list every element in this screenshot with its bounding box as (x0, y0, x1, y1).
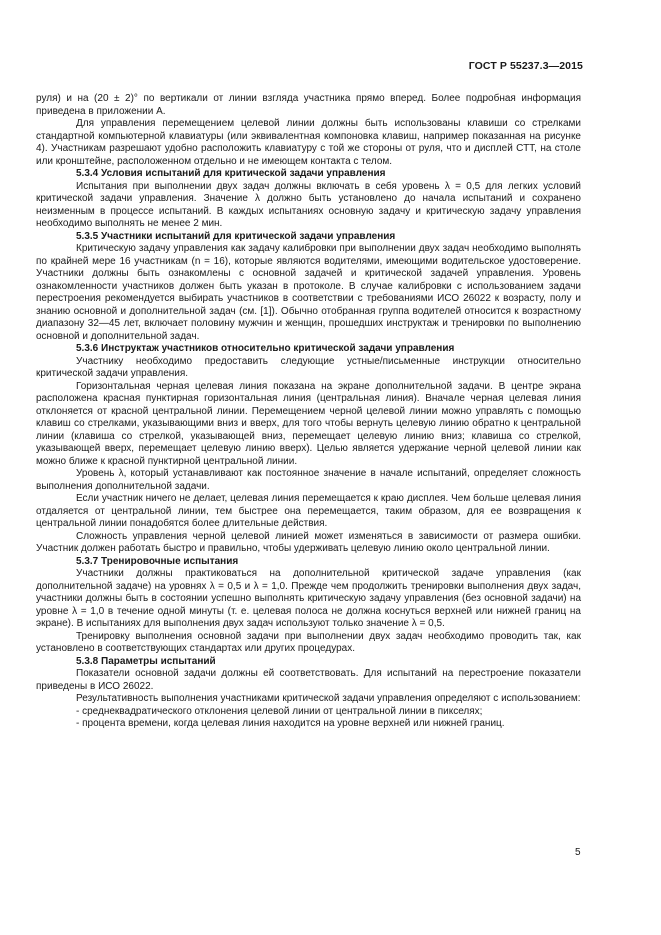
list-item: - процента времени, когда целевая линия находится на уровне верхней или нижней границ. (76, 718, 505, 729)
list-item: - среднеквадратического отклонения целевой линии от центральной линии в пикселях; (76, 705, 483, 717)
paragraph: Результативность выполнения участниками критической задачи управления определяют с использованием: (76, 693, 581, 704)
paragraph: Если участник ничего не делает, целевая линия перемещается к краю дисплея. Чем больше целевая линия отдаляется от центральной линии, тем быстрее она перемещается, таким образом, для ее возвращения к центральной линии понадобятся более длительные действия. (36, 493, 581, 529)
standard-header: ГОСТ Р 55237.3—2015 (468, 60, 583, 72)
section-heading: 5.3.7 Тренировочные испытания (76, 555, 239, 567)
paragraph: Испытания при выполнении двух задач должны включать в себя уровень λ = 0,5 для легких условий критической задачи управления. Значение λ должно быть установлено до начала испытаний и сохранено неизменным в процессе испытаний. В каждых испытаниях основную задачу и критическую задачу управления необходимо выполнять не менее 2 мин. (36, 180, 581, 229)
section-heading: 5.3.4 Условия испытаний для критической задачи управления (76, 168, 386, 179)
paragraph: Сложность управления черной целевой линией может изменяться в зависимости от размера ошибки. Участник должен работать быстро и правильно, чтобы удерживать целевую линию около центральной линии. (36, 530, 581, 554)
paragraph: Для управления перемещением целевой линии должны быть использованы клавиши со стрелками стандартной компьютерной клавиатуры (или эквивалентная компоновка клавиш, например показанная на рисунке 4). Участникам разрешают удобно расположить клавиатуру с той же стороны от руля, что и дисплей СТТ, на столе или кронштейне, расположенном отдельно и не имеющем контакта с телом. (36, 118, 581, 167)
paragraph: Критическую задачу управления как задачу калибровки при выполнении двух задач необходимо выполнять по крайней мере 16 участникам (n = 16), которые являются водителями, имеющими водительское удостоверение. Участники должны быть ознакомлены с основной задачей и критической задачей управления. Уровень ознакомленности участников должен быть указан в протоколе. В случае калибровки с использованием задачи перестроения рекомендуется выбирать участников в соответствии с требованиями ИСО 26022 к возрасту, полу и знанию основной и дополнительной задач (см. [1]). Обычно отобранная группа водителей относится к возрастному диапазону 32—45 лет, включает половину мужчин и женщин, прошедших инструктаж и тренировки по выполнению основной и дополнительной задач. (36, 243, 581, 342)
paragraph: Тренировку выполнения основной задачи при выполнении двух задач необходимо проводить так, как установлено в соответствующих стандартах или других процедурах. (36, 630, 581, 654)
paragraph: Уровень λ, который устанавливают как постоянное значение в начале испытаний, определяет сложность выполнения дополнительной задачи. (36, 468, 581, 492)
section-heading: 5.3.5 Участники испытаний для критической задачи управления (76, 230, 396, 242)
section-heading: 5.3.6 Инструктаж участников относительно критической задачи управления (76, 343, 455, 354)
paragraph: Горизонтальная черная целевая линия показана на экране дополнительной задачи. В центре экрана расположена красная пунктирная горизонтальная линия (центральная линия). Вначале черная целевая линия отклоняется от красной центральной линии. Перемещением черной целевой линии можно управлять с помощью клавиш со стрелками, указывающими вниз и вверх, для того чтобы вернуть целевую линию обратно к центральной линии (клавиша со стрелкой, указывающей вниз, перемещает целевую линию вниз; клавиша со стрелкой, указывающей вверх, перемещает целевую линию вверх). Целью является удержание черной целевой линии как можно ближе к красной пунктирной центральной линии. (36, 380, 581, 467)
paragraph: Участники должны практиковаться на дополнительной критической задаче управления (как дополнительной задаче) на уровнях λ = 0,5 и λ = 1,0. Прежде чем продолжить тренировки выполнения двух задач, участники должны быть в состоянии успешно выполнять критическую задачу управления (без основной задачи) на уровне λ = 1,0 в течение одной минуты (т. е. целевая полоса не должна коснуться верхней или нижней границ на экране). В испытаниях для выполнения двух задач используют только значение λ = 0,5. (36, 568, 581, 629)
section-heading: 5.3.8 Параметры испытаний (76, 655, 216, 667)
paragraph: Участнику необходимо предоставить следующие устные/письменные инструкции относительно критической задачи управления. (36, 355, 581, 379)
page-number: 5 (575, 847, 581, 858)
paragraph: Показатели основной задачи должны ей соответствовать. Для испытаний на перестроение показатели приведены в ИСО 26022. (36, 668, 581, 692)
document-body (36, 93, 581, 731)
paragraph-continuation: руля) и на (20 ± 2)° по вертикали от линии взгляда участника прямо вперед. Более подробная информация приведена в приложении А. (36, 93, 581, 117)
